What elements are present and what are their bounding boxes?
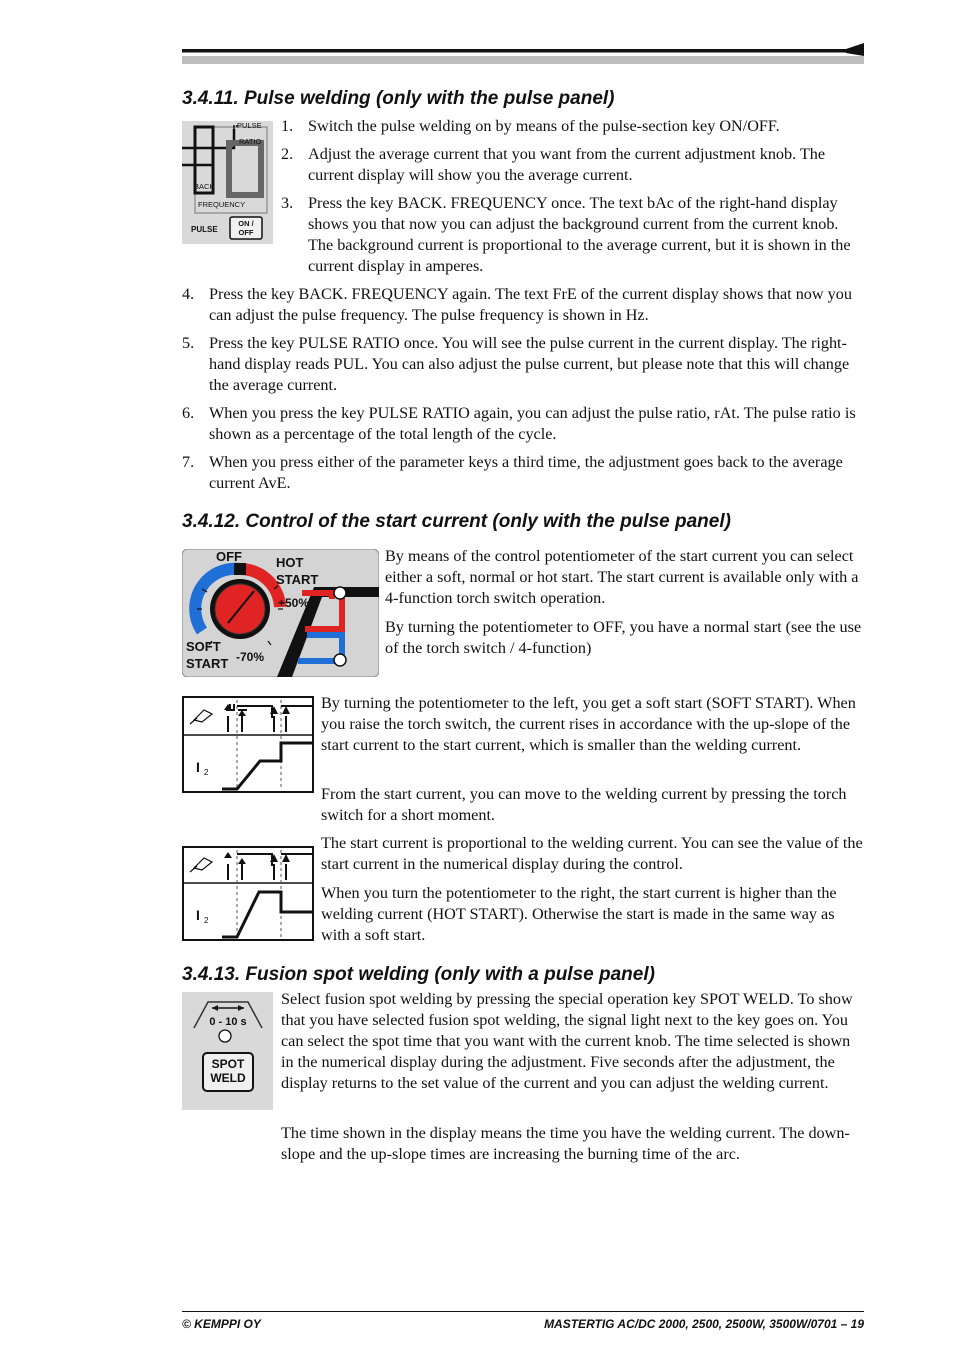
footer-copyright: © KEMPPI OY: [182, 1317, 261, 1331]
spot-weld-para-2: The time shown in the display means the time you have the welding current. The down-slope and the up-slope times are increasing the burning time of the arc.: [281, 1124, 850, 1163]
header-rule: [182, 42, 866, 74]
back-label: BACK: [194, 182, 215, 191]
knob-soft-label: SOFT: [186, 639, 221, 654]
start-current-para-1: By means of the control potentiometer of the start current you can select either a soft, normal or hot start. The start current is available only with a 4-function torch switch operation.: [385, 547, 859, 607]
spot-key-label: SPOT: [211, 1057, 245, 1071]
knob-plus50-label: +50%: [278, 596, 310, 610]
pulse-panel-illustration: [182, 121, 273, 244]
off-key-label: OFF: [238, 228, 254, 237]
pulse-label: PULSE: [237, 121, 262, 130]
spot-signal-light: [219, 1030, 231, 1042]
heading-spot-welding: 3.4.13. Fusion spot welding (only with a pulse panel): [182, 964, 655, 985]
hot-start-graph: [182, 846, 314, 942]
pulse-steps-bottom: [182, 284, 864, 501]
spot-weld-para-1: Select fusion spot welding by pressing the special operation key SPOT WELD. To show that you have selected fusion spot welding, the signal light next to the key goes on. You can select the spot time that you want with the current knob. The time selected is shown in the numerical display during the adjustment. Five seconds after the adjustment, the display returns to the set value of the current and you can adjust the welding current.: [281, 990, 853, 1092]
knob-hot-label: HOT: [276, 555, 304, 570]
spot-range-label: 0 - 10 s: [209, 1016, 247, 1028]
heading-pulse-welding: 3.4.11. Pulse welding (only with the pulse panel): [182, 88, 615, 109]
start-current-para-4: From the start current, you can move to the welding current by pressing the torch switch for a short moment.: [321, 785, 847, 824]
soft-start-graph: [182, 696, 314, 794]
knob-soft-start-label: START: [186, 656, 229, 671]
list-item: 4. Press the key BACK. FREQUENCY again. The text FrE of the current display shows that now you can adjust the pulse frequency. The pulse frequency is shown in Hz.: [182, 285, 852, 324]
hot-graph-current-label: I: [196, 907, 200, 923]
list-item: 7. When you press either of the parameter keys a third time, the adjustment goes back to the average current AvE.: [182, 453, 843, 492]
hot-graph-current-subscript: 2: [204, 916, 209, 925]
list-item: 1. Switch the pulse welding on by means of the pulse-section key ON/OFF.: [281, 117, 780, 135]
heading-start-current: 3.4.12. Control of the start current (only with the pulse panel): [182, 511, 731, 532]
list-item: 5. Press the key PULSE RATIO once. You will see the pulse current in the current display. The right-hand display reads PUL. You can also adjust the pulse current, but please note that this will change the average current.: [182, 334, 850, 394]
start-current-para-3: By turning the potentiometer to the left, you get a soft start (SOFT START). When you raise the torch switch, the current rises in accordance with the up-slope of the start current to the start current, which is smaller than the welding current.: [321, 694, 856, 754]
list-item: 3. Press the key BACK. FREQUENCY once. The text bAc of the right-hand display shows you that now you can adjust the background current from the current knob. The background current is proportional to the average current, but it is shown in the current display in amperes.: [281, 194, 851, 275]
start-current-para-2: By turning the potentiometer to OFF, you have a normal start (see the use of the torch switch / 4-function): [385, 618, 862, 657]
start-current-knob-illustration: [182, 549, 379, 677]
knob-off-label: OFF: [216, 549, 242, 564]
footer-rule: [182, 1311, 864, 1312]
soft-graph-current-label: I: [196, 759, 200, 775]
spot-weld-illustration: [182, 992, 273, 1110]
weld-key-label: WELD: [210, 1071, 246, 1085]
frequency-label: FREQUENCY: [198, 200, 246, 209]
start-current-para-5: The start current is proportional to the welding current. You can see the value of the start current in the numerical display during the control.: [321, 834, 863, 873]
pulse-section-label: PULSE: [191, 225, 218, 234]
list-item: 2. Adjust the average current that you want from the current adjustment knob. The current display will show you the average current.: [281, 145, 826, 184]
list-item: 6. When you press the key PULSE RATIO again, you can adjust the pulse ratio, rAt. The pulse ratio is shown as a percentage of the total length of the cycle.: [182, 404, 856, 443]
footer-product-page: MASTERTIG AC/DC 2000, 2500, 2500W, 3500W/0701 – 19: [544, 1317, 864, 1331]
start-current-para-6: When you turn the potentiometer to the right, the start current is higher than the welding current (HOT START). Otherwise the start is made in the same way as with a soft start.: [321, 884, 837, 944]
soft-graph-current-subscript: 2: [204, 768, 209, 777]
knob-hot-start-label: START: [276, 572, 319, 587]
on-key-label: ON /: [238, 219, 254, 228]
pulse-steps-top: [281, 116, 863, 284]
knob-minus70-label: -70%: [236, 650, 265, 664]
ratio-label: RATIO: [239, 137, 262, 146]
